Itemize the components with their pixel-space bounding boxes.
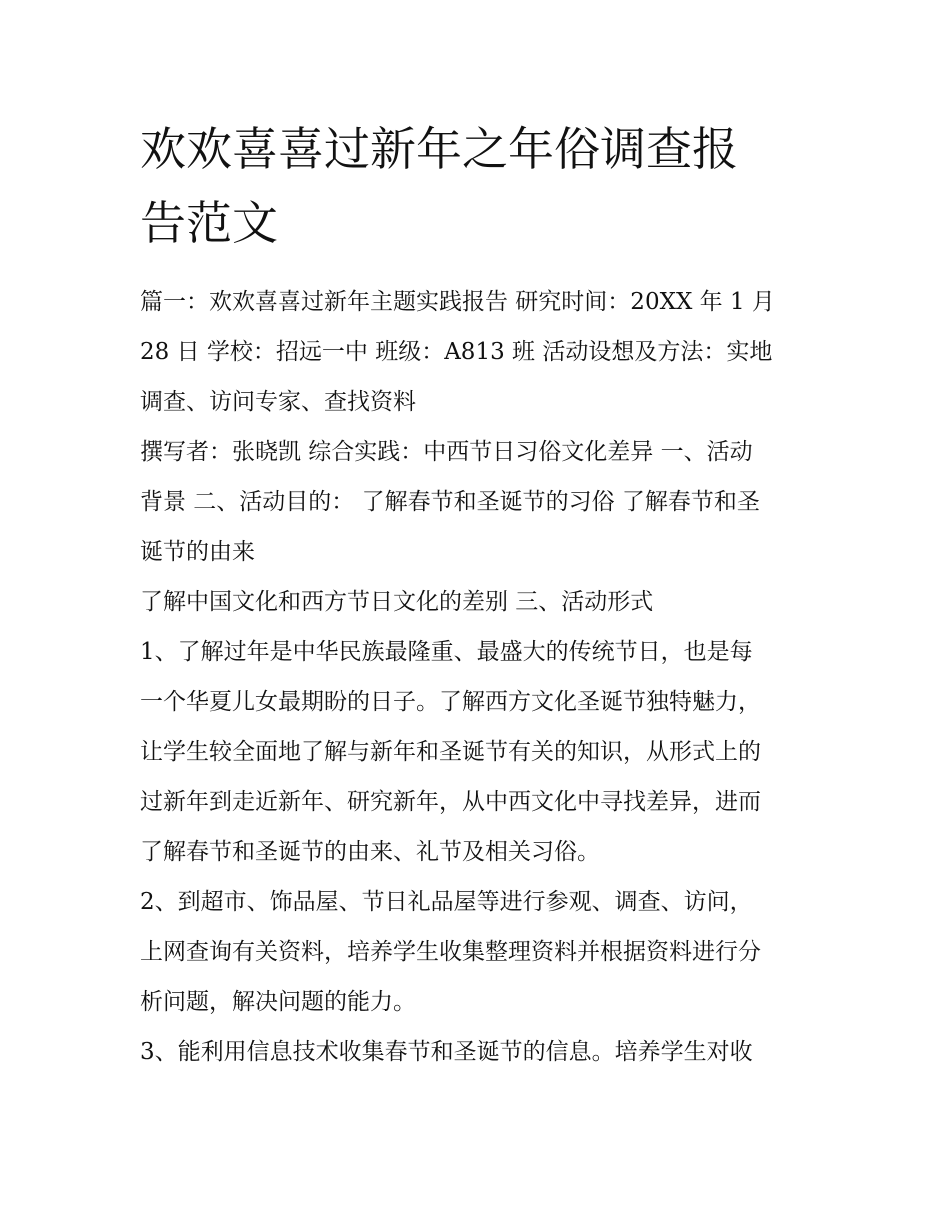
paragraph-intro: 篇一：欢欢喜喜过新年主题实践报告 研究时间：20XX 年 1 月 28 日 学校：招远一中 班级：A813 班 活动设想及方法：实地 调查、访问专家、查找资料 [140, 289, 775, 415]
document-title: 欢欢喜喜过新年之年俗调查报 告范文 [140, 122, 738, 250]
paragraph-item-3: 3、能利用信息技术收集春节和圣诞节的信息。培养学生对收 [140, 1039, 753, 1065]
paragraph-item-2: 2、到超市、饰品屋、节日礼品屋等进行参观、调查、访问， 上网查询有关资料，培养学生收集整理资料并根据资料进行分 析问题，解决问题的能力。 [140, 889, 761, 1015]
paragraph-author: 撰写者：张晓凯 综合实践：中西节日习俗文化差异 一、活动 背景 二、活动目的： 了解春节和圣诞节的习俗 了解春节和圣 诞节的由来 [140, 439, 760, 565]
paragraph-item-1: 1、了解过年是中华民族最隆重、最盛大的传统节日，也是每 一个华夏儿女最期盼的日子。了解西方文化圣诞节独特魅力， 让学生较全面地了解与新年和圣诞节有关的知识，从形式上的 过新年到走近新年、研究新年，从中西文化中寻找差异，进而 了解春节和圣诞节的由来、礼节及相关习俗。 [140, 639, 761, 865]
paragraph-goal: 了解中国文化和西方节日文化的差别 三、活动形式 [140, 589, 654, 615]
document-body [140, 277, 820, 1077]
